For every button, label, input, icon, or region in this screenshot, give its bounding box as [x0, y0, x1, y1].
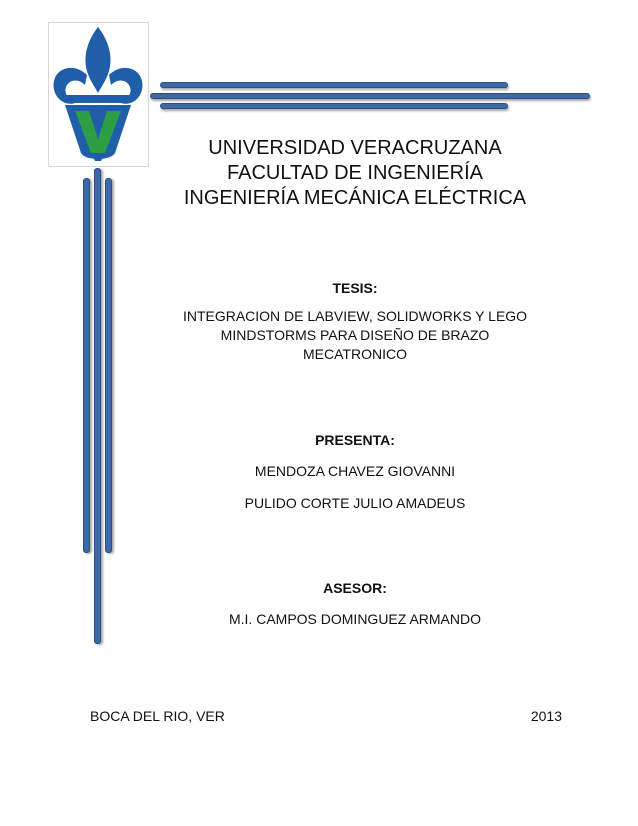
presenters-label: PRESENTA: — [315, 432, 395, 448]
presenter-name: PULIDO CORTE JULIO AMADEUS — [244, 495, 466, 511]
institution-header — [150, 136, 560, 211]
decorative-bar-top-3 — [160, 103, 508, 109]
thesis-label: TESIS: — [332, 280, 378, 296]
decorative-bar-top-2 — [150, 93, 590, 99]
decorative-bar-left-3 — [105, 178, 112, 553]
thesis-title-line-3: MECATRONICO — [303, 346, 407, 362]
advisor-section — [150, 579, 560, 629]
university-name: UNIVERSIDAD VERACRUZANA — [208, 137, 502, 159]
faculty-name: FACULTAD DE INGENIERÍA — [227, 162, 483, 184]
decorative-bar-left-2 — [94, 168, 101, 644]
year-text: 2013 — [530, 708, 562, 724]
program-name: INGENIERÍA MECÁNICA ELÉCTRICA — [183, 187, 527, 209]
presenters-section — [150, 431, 560, 513]
fleur-de-lis-icon — [49, 23, 148, 166]
decorative-bar-top-1 — [160, 82, 508, 88]
decorative-bar-left-1 — [83, 178, 90, 553]
university-logo — [48, 22, 149, 167]
advisor-label: ASESOR: — [323, 580, 387, 596]
advisor-name: M.I. CAMPOS DOMINGUEZ ARMANDO — [228, 611, 481, 627]
thesis-title-line-2: MINDSTORMS PARA DISEÑO DE BRAZO — [220, 327, 490, 343]
thesis-section — [150, 279, 560, 364]
location-text: BOCA DEL RIO, VER — [90, 708, 225, 724]
thesis-title-line-1: INTEGRACION DE LABVIEW, SOLIDWORKS Y LEGO — [182, 308, 528, 324]
presenter-name: MENDOZA CHAVEZ GIOVANNI — [254, 463, 456, 479]
